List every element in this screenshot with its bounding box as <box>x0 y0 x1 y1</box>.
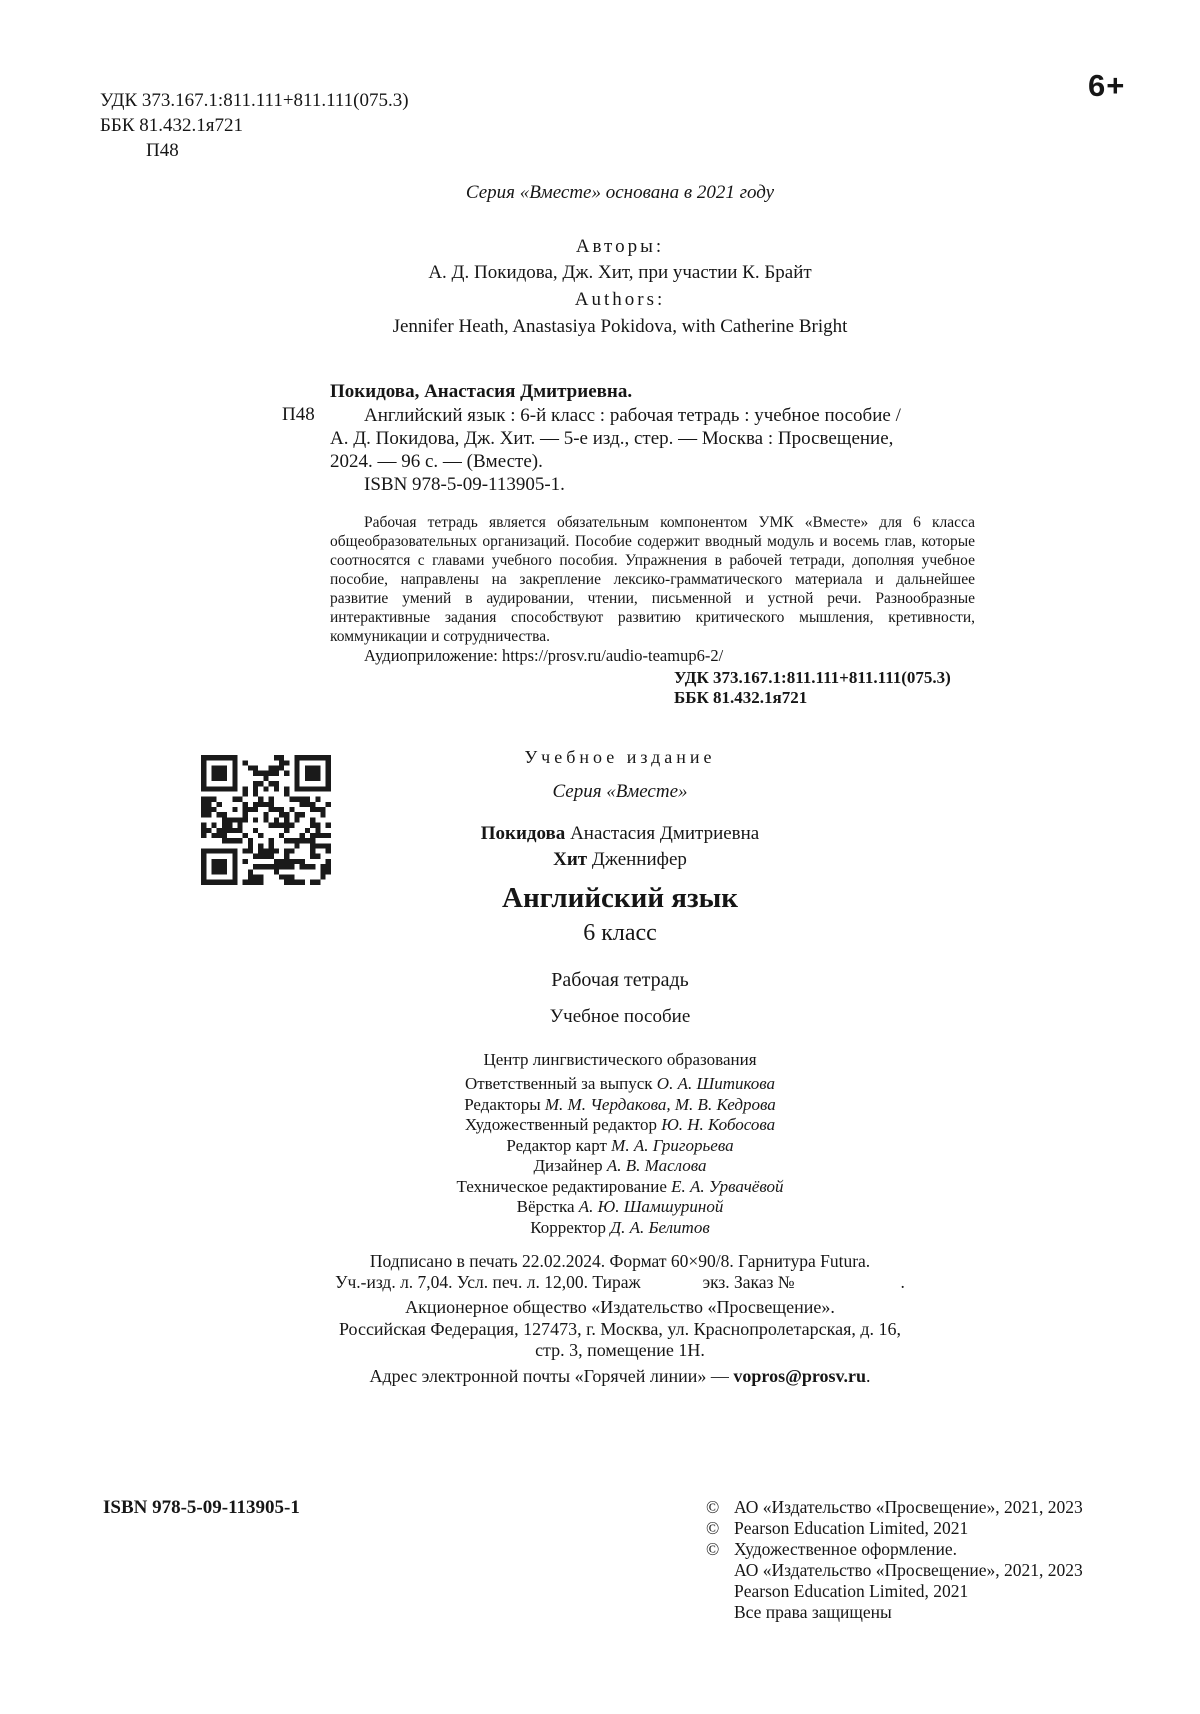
credit-line: Ответственный за выпуск О. А. Шитикова <box>464 1074 776 1093</box>
classification-codes <box>100 88 409 163</box>
copyright-line: © Pearson Education Limited, 2021 <box>706 1518 969 1538</box>
audio-app-line <box>364 646 723 666</box>
catalog-card-line: 2024. — 96 с. — (Вместе). <box>330 451 543 472</box>
series-title: Серия «Вместе» <box>552 781 688 802</box>
author-2-firstname: Дженнифер <box>591 849 687 870</box>
copyright-symbol <box>706 1602 734 1623</box>
catalog-card-sign: П48 <box>282 404 315 425</box>
credit-line: Редактор карт М. А. Григорьева <box>506 1135 734 1155</box>
copyright-symbol <box>706 1560 734 1581</box>
age-rating-badge: 6+ <box>1088 68 1126 103</box>
annotation-paragraph: Рабочая тетрадь является обязательным компонентом УМК «Вместе» для 6 класса общеобразовательных организаций. Пособие содержит вводный модуль и восемь глав, которые соотносятся с главами учебного пособия. Упражнения в рабочей тетради, дополняя учебное пособие, направлены на закрепление лексико-грамматического материала и дальнейшее развитие умений в аудировании, чтении, письменной и устной речи. Разнообразные интерактивные задания способствуют развитию критического мышления, кретивности, коммуникации и сотрудничества. <box>330 513 975 645</box>
catalog-card-description <box>330 404 978 496</box>
edition-kind: Учебное издание <box>524 747 716 767</box>
hotline-email[interactable]: vopros@prosv.ru <box>733 1366 867 1386</box>
audio-url[interactable]: https://prosv.ru/audio-teamup6-2/ <box>501 646 724 665</box>
publication-type: Учебное пособие <box>549 1006 691 1027</box>
series-founding-note: Серия «Вместе» основана в 2021 году <box>465 182 775 203</box>
credit-line: Художественный редактор Ю. Н. Кобосова <box>464 1115 776 1134</box>
authors-names-ru: А. Д. Покидова, Дж. Хит, при участии К. Брайт <box>428 262 812 283</box>
staff-credits <box>40 1074 1200 1238</box>
copyright-line: © АО «Издательство «Просвещение», 2021, 2023 <box>706 1497 1083 1517</box>
author-fullname-2 <box>40 849 1200 871</box>
copyright-line: © Художественное оформление. <box>706 1539 957 1559</box>
authors-label-ru: Авторы: <box>575 236 665 257</box>
copyright-symbol: © <box>706 1518 720 1538</box>
copyright-block <box>706 1497 1083 1623</box>
copyright-symbol: © <box>706 1497 720 1517</box>
copyright-line: Все права защищены <box>706 1602 1083 1623</box>
author-2-lastname: Хит <box>553 849 588 870</box>
isbn-footer: ISBN 978-5-09-113905-1 <box>103 1497 300 1518</box>
book-title: Английский язык <box>502 882 738 914</box>
linguistic-center-label: Центр лингвистического образования <box>483 1050 757 1069</box>
grade-level: 6 класс <box>583 920 657 946</box>
publisher-name: Акционерное общество «Издательство «Просвещение». <box>405 1297 835 1317</box>
print-info-line-1: Подписано в печать 22.02.2024. Формат 60×90/8. Гарнитура Futura. <box>369 1251 871 1271</box>
print-info-line-2: Уч.-изд. л. 7,04. Усл. печ. л. 12,00. Тираж экз. Заказ № . <box>335 1272 905 1292</box>
publisher-address-1: Российская Федерация, 127473, г. Москва, ул. Краснопролетарская, д. 16, <box>338 1319 902 1339</box>
audio-app-label: Аудиоприложение: <box>364 646 502 665</box>
book-subtitle: Рабочая тетрадь <box>551 969 689 991</box>
catalog-card-line: Английский язык : 6-й класс : рабочая тетрадь : учебное пособие / <box>364 405 901 426</box>
classification-codes-repeat <box>674 668 951 708</box>
credit-line: Вёрстка А. Ю. Шамшуриной <box>516 1197 724 1216</box>
bbk-code-repeat: ББК 81.432.1я721 <box>674 688 808 707</box>
catalog-card-isbn: ISBN 978-5-09-113905-1. <box>364 474 565 495</box>
author-1-lastname: Покидова <box>480 823 566 844</box>
credit-line: Корректор Д. А. Белитов <box>530 1217 710 1237</box>
udk-code: УДК 373.167.1:811.111+811.111(075.3) <box>100 90 409 111</box>
credit-line: Техническое редактирование Е. А. Урвачёвой <box>456 1176 784 1196</box>
hotline-line: Адрес электронной почты «Горячей линии» — vopros@prosv.ru. <box>369 1366 871 1386</box>
credit-line: Дизайнер А. В. Маслова <box>533 1156 707 1175</box>
bbk-code: ББК 81.432.1я721 <box>100 115 243 136</box>
authors-names-en: Jennifer Heath, Anastasiya Pokidova, with Catherine Bright <box>392 316 848 337</box>
authors-label-en: Authors: <box>574 289 666 310</box>
copyright-symbol <box>706 1581 734 1602</box>
catalog-card-heading: Покидова, Анастасия Дмитриевна. <box>330 381 633 402</box>
copyright-line: Pearson Education Limited, 2021 <box>706 1581 1083 1602</box>
author-1-firstname: Анастасия Дмитриевна <box>570 823 760 844</box>
credit-line: Редакторы М. М. Чердакова, М. В. Кедрова <box>464 1094 776 1114</box>
catalog-card-line: А. Д. Покидова, Дж. Хит. — 5-е изд., стер. — Москва : Просвещение, <box>330 428 894 449</box>
author-fullname-1 <box>40 823 1200 845</box>
publisher-address-2: стр. 3, помещение 1Н. <box>535 1340 705 1360</box>
author-sign: П48 <box>146 140 179 161</box>
copyright-line: АО «Издательство «Просвещение», 2021, 2023 <box>706 1560 1083 1581</box>
copyright-symbol: © <box>706 1539 720 1559</box>
udk-code-repeat: УДК 373.167.1:811.111+811.111(075.3) <box>674 668 951 687</box>
